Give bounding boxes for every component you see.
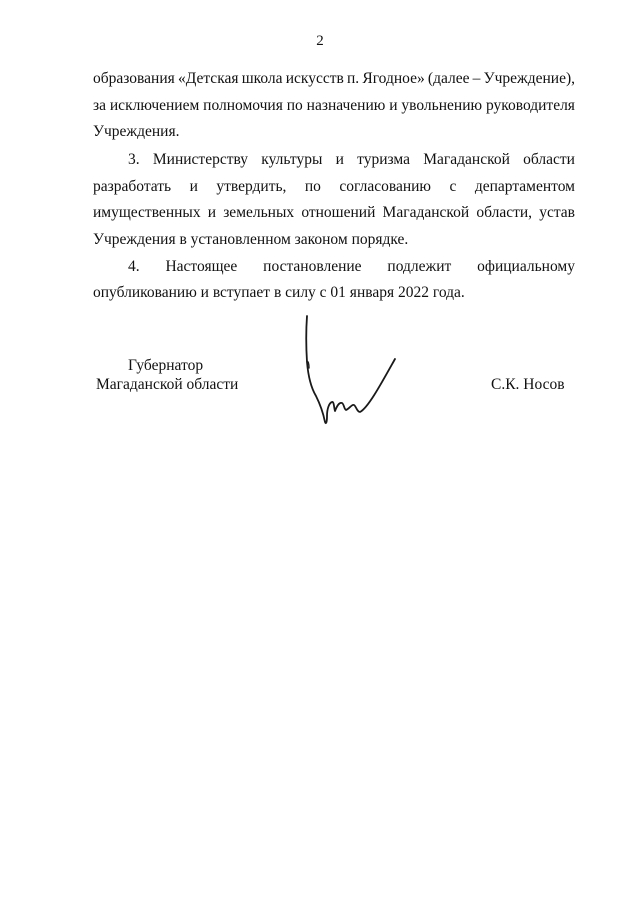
signatory-title-line-1: Губернатор — [128, 357, 204, 374]
paragraph-3-line-1 — [128, 151, 575, 169]
word: и — [335, 151, 344, 168]
word: 4. — [128, 258, 140, 275]
word: области, — [476, 204, 533, 221]
word: туризма — [357, 151, 411, 168]
word: разработать — [93, 178, 172, 195]
paragraph-cont-line-1 — [93, 70, 575, 88]
word: (далее — [427, 70, 470, 87]
word: школа — [241, 70, 283, 87]
word: искусств — [285, 70, 344, 87]
word: образования — [93, 70, 175, 87]
word: официальному — [477, 258, 575, 275]
word: – — [472, 70, 481, 87]
word: назначению — [306, 97, 386, 114]
word: и — [207, 204, 217, 221]
word: Магаданской — [382, 204, 470, 221]
word: 3. — [128, 151, 140, 168]
word: руководителя — [485, 97, 575, 114]
signatory-name: С.К. Носов — [491, 376, 565, 393]
word: Магаданской — [423, 151, 510, 168]
word: имущественных — [93, 204, 201, 221]
word: с — [449, 178, 457, 195]
word: п. — [347, 70, 360, 87]
word: отношений — [301, 204, 376, 221]
word: устав — [539, 204, 575, 221]
page-number: 2 — [316, 33, 324, 49]
word: по — [286, 97, 303, 114]
paragraph-3-line-4: Учреждения в установленном законом порядке. — [93, 231, 409, 248]
paragraph-3-line-2 — [93, 178, 575, 196]
word: за — [93, 97, 107, 114]
word: исключением — [109, 97, 200, 114]
word: полномочия — [203, 97, 283, 114]
paragraph-cont-line-2 — [93, 97, 575, 115]
word: постановление — [263, 258, 362, 275]
word: утвердить, — [216, 178, 287, 195]
word: культуры — [261, 151, 323, 168]
word: области — [523, 151, 575, 168]
word: Настоящее — [165, 258, 238, 275]
word: Ягодное» — [362, 70, 425, 87]
paragraph-3-line-3 — [93, 204, 575, 222]
word: увольнению — [401, 97, 483, 114]
paragraph-4-line-1 — [128, 258, 575, 276]
word: и — [389, 97, 398, 114]
word: департаментом — [474, 178, 575, 195]
word: согласованию — [339, 178, 432, 195]
word: «Детская — [177, 70, 239, 87]
signature-icon — [296, 312, 408, 430]
word: Министерству — [152, 151, 249, 168]
word: земельных — [223, 204, 295, 221]
signatory-title-line-2: Магаданской области — [96, 376, 239, 393]
word: и — [189, 178, 198, 195]
paragraph-cont-line-3: Учреждения. — [93, 123, 180, 140]
word: подлежит — [387, 258, 452, 275]
word: по — [304, 178, 321, 195]
paragraph-4-line-2: опубликованию и вступает в силу с 01 января 2022 года. — [93, 284, 465, 301]
word: Учреждение), — [483, 70, 575, 87]
